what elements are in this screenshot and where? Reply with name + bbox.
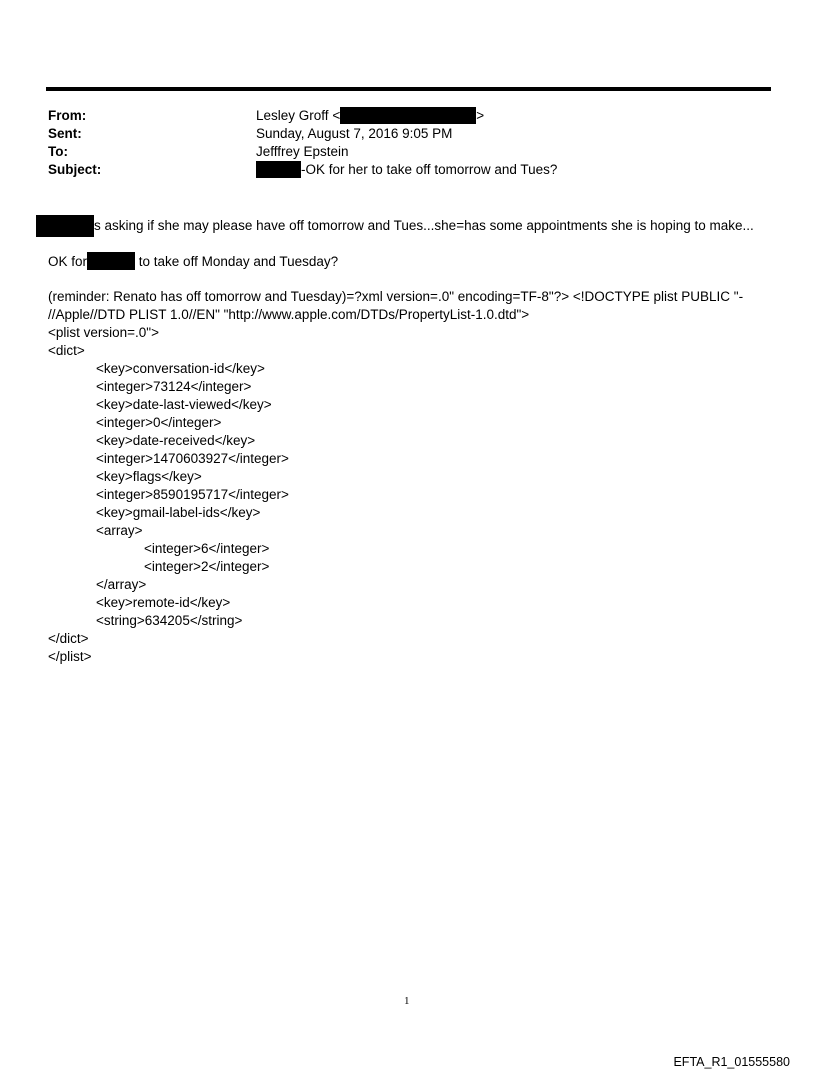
subject-label: Subject:: [48, 162, 102, 177]
body-line-2: [48, 252, 338, 271]
plist-line: <string>634205</string>: [96, 613, 243, 628]
body-line-2-pre: OK for: [48, 254, 88, 269]
plist-line: <integer>1470603927</integer>: [96, 451, 289, 466]
subject-value: [256, 161, 557, 179]
reminder-line-2: //Apple//DTD PLIST 1.0//EN" "http://www.apple.com/DTDs/PropertyList-1.0.dtd">: [48, 307, 530, 322]
plist-line: <plist version=.0">: [48, 325, 159, 340]
from-close-bracket: >: [476, 108, 485, 123]
to-label: To:: [48, 144, 68, 159]
body-line-1-text: s asking if she may please have off tomorrow and Tues...she=has some appointments she is hoping to make...: [94, 218, 754, 233]
plist-line: <key>gmail-label-ids</key>: [96, 505, 261, 520]
plist-line: <key>conversation-id</key>: [96, 361, 265, 376]
plist-line: <integer>2</integer>: [144, 559, 270, 574]
plist-line: <integer>73124</integer>: [96, 379, 252, 394]
document-id: EFTA_R1_01555580: [673, 1055, 790, 1069]
plist-line: <dict>: [48, 343, 85, 358]
plist-line: </dict>: [48, 631, 89, 646]
from-open-bracket: <: [332, 108, 341, 123]
redaction-box: [36, 215, 94, 237]
redaction-box: [256, 161, 301, 178]
plist-line: <array>: [96, 523, 143, 538]
from-label: From:: [48, 108, 87, 123]
plist-line: <key>date-received</key>: [96, 433, 256, 448]
sent-value: Sunday, August 7, 2016 9:05 PM: [256, 126, 453, 141]
from-value: [256, 107, 484, 125]
plist-line: <integer>6</integer>: [144, 541, 270, 556]
to-value: Jefffrey Epstein: [256, 144, 349, 159]
plist-line: </plist>: [48, 649, 92, 664]
plist-line: <key>flags</key>: [96, 469, 202, 484]
redaction-box: [87, 252, 135, 270]
plist-line: <key>remote-id</key>: [96, 595, 231, 610]
page-number: 1: [404, 995, 410, 1007]
reminder-line-1: (reminder: Renato has off tomorrow and Tuesday)=?xml version=.0" encoding=TF-8"?> <!DOCTYPE plist PUBLIC "-: [48, 289, 744, 304]
from-name: Lesley Groff: [256, 108, 329, 123]
plist-line: <key>date-last-viewed</key>: [96, 397, 272, 412]
body-line-2-post: to take off Monday and Tuesday?: [138, 254, 339, 269]
plist-line: </array>: [96, 577, 147, 592]
plist-line: <integer>8590195717</integer>: [96, 487, 289, 502]
header-rule: [46, 87, 771, 91]
redaction-box: [340, 107, 476, 124]
subject-text: -OK for her to take off tomorrow and Tues?: [301, 162, 558, 177]
body-line-1: [36, 215, 754, 237]
sent-label: Sent:: [48, 126, 82, 141]
plist-line: <integer>0</integer>: [96, 415, 222, 430]
